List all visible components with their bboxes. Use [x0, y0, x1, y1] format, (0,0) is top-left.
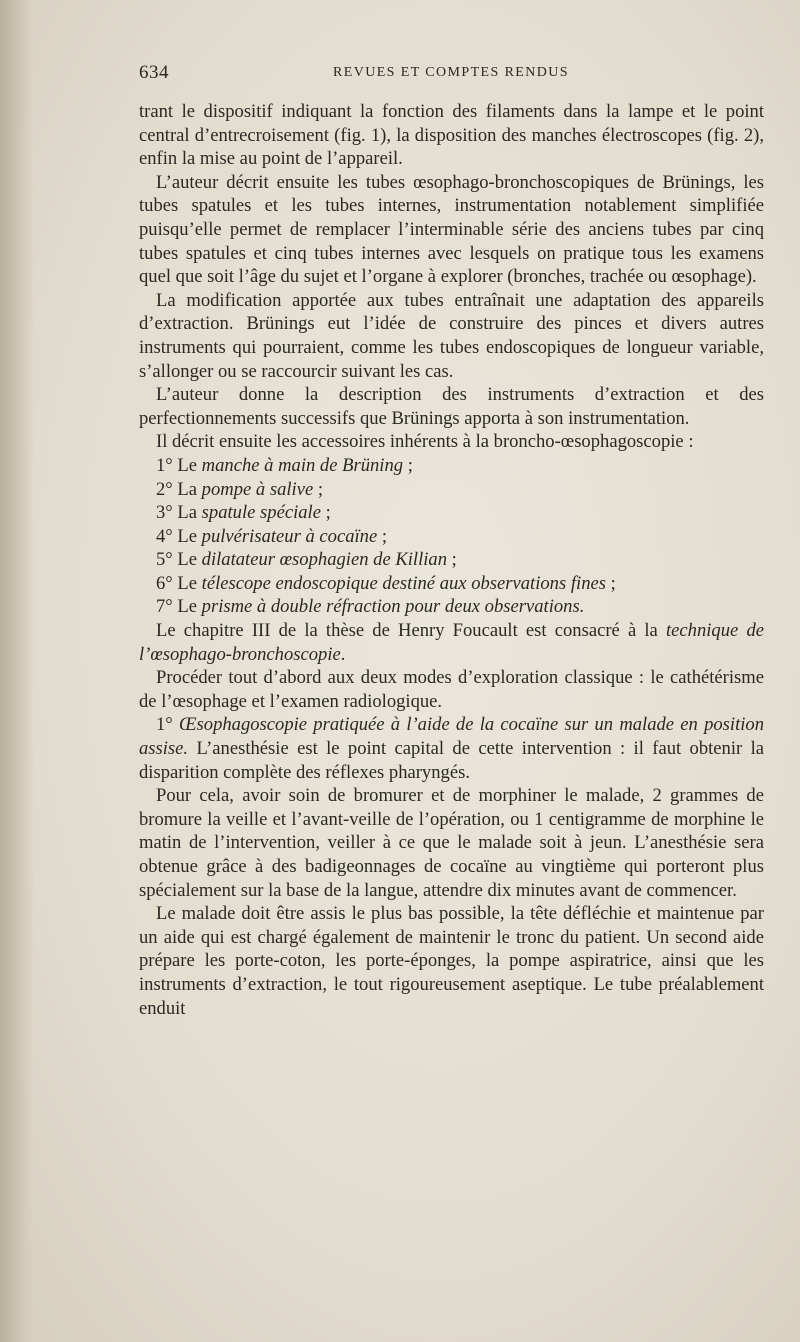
binding-gutter: [0, 0, 34, 1342]
paragraph: La modification apportée aux tubes entraînait une adaptation des appareils d’extraction. Brünings eut l’idée de construire des pinces et divers autres instruments qui pourraient, comme les tubes endoscopiques de longueur variable, s’allonger ou se raccourcir suivant les cas.: [139, 289, 764, 382]
list-item: [139, 478, 764, 502]
list-term: pulvérisateur à cocaïne: [201, 525, 378, 547]
subsection-paragraph: 1° Œsophagoscopie pratiquée à l’aide de la cocaïne sur un malade en position assise. L’anesthésie est le point capital de cette intervention : il faut obtenir la disparition complète des réflexes pharyngés.: [139, 714, 764, 783]
list-punct: ;: [451, 549, 457, 571]
list-punct: ;: [317, 478, 324, 500]
list-term: télescope endoscopique destiné aux observations fines: [201, 572, 606, 594]
list-punct: ;: [381, 525, 388, 547]
list-item: [139, 454, 764, 478]
list-article: La: [177, 478, 198, 500]
list-article: Le: [177, 454, 198, 476]
list-punct: ;: [407, 454, 413, 476]
subsection-title: Œsophagoscopie pratiquée à l’aide de la cocaïne sur un malade en position assise.: [139, 714, 764, 760]
paragraph: Procéder tout d’abord aux deux modes d’exploration classique : le cathétérisme de l’œsophage et l’examen radiologique.: [139, 667, 764, 712]
list-punct: ;: [325, 502, 331, 524]
list-number: 5°: [156, 549, 173, 571]
list-term: manche à main de Brüning: [201, 454, 404, 476]
page-number: 634: [139, 62, 169, 83]
list-article: La: [177, 502, 198, 524]
page-header: [139, 62, 764, 86]
list-term: prisme à double réfraction pour deux observations.: [201, 596, 585, 618]
list-article: Le: [177, 549, 198, 571]
list-item: [139, 501, 764, 525]
list-item: [139, 572, 764, 596]
body-text: [139, 100, 764, 1020]
list-punct: ;: [610, 572, 616, 594]
list-article: Le: [177, 596, 198, 618]
paragraph: L’auteur donne la description des instruments d’extraction et des perfectionnements successifs que Brünings apporta à son instrumentation.: [139, 384, 764, 429]
paragraph: Pour cela, avoir soin de bromurer et de morphiner le malade, 2 grammes de bromure la veille et l’avant-veille de l’opération, ou 1 centigramme de morphine le matin de l’intervention, veiller à ce que le malade soit à jeun. L’anesthésie sera obtenue grâce à des badigeonnages de cocaïne au vingtième qui porteront plus spécialement sur la base de la langue, attendre dix minutes avant de commencer.: [139, 785, 764, 901]
list-number: 3°: [156, 502, 173, 524]
list-item: [139, 595, 764, 619]
list-article: Le: [177, 525, 198, 547]
list-number: 6°: [156, 572, 173, 594]
list-item: [139, 525, 764, 549]
list-number: 4°: [156, 525, 173, 547]
paragraph: Le malade doit être assis le plus bas possible, la tête défléchie et maintenue par un aide qui est chargé également de maintenir le tronc du patient. Un second aide prépare les porte-coton, les porte-éponges, la pompe aspiratrice, ainsi que les instruments d’extraction, le tout rigoureusement aseptique. Le tube préalablement enduit: [139, 903, 764, 1019]
paragraph: Il décrit ensuite les accessoires inhérents à la broncho-œsophagoscopie :: [156, 431, 694, 453]
paragraph: L’auteur décrit ensuite les tubes œsophago-bronchoscopiques de Brünings, les tubes spatules et les tubes internes, instrumentation notablement simplifiée puisqu’elle permet de remplacer l’interminable série des anciens tubes par cinq tubes spatules et cinq tubes internes avec lesquels on pratique tous les examens quel que soit l’âge du sujet et l’organe à explorer (bronches, trachée ou œsophage).: [139, 171, 764, 288]
list-article: Le: [177, 572, 198, 594]
paragraph-continuation: trant le dispositif indiquant la fonction des filaments dans la lampe et le point central d’entrecroisement (fig. 1), la disposition des manches électroscopes (fig. 2), enfin la mise au point de l’appareil.: [139, 101, 764, 170]
list-number: 7°: [156, 596, 173, 618]
accessories-list: [139, 454, 764, 619]
list-term: spatule spéciale: [201, 502, 321, 524]
list-term: dilatateur œsophagien de Killian: [201, 549, 448, 571]
chapter-paragraph: Le chapitre III de la thèse de Henry Foucault est consacré à la technique de l’œsophago-bronchoscopie.: [139, 620, 764, 665]
list-number: 2°: [156, 478, 173, 500]
list-item: [139, 548, 764, 572]
list-term: pompe à salive: [201, 478, 314, 500]
subsection-number: 1°: [156, 714, 173, 736]
chapter-title: technique de l’œsophago-bronchoscopie: [139, 620, 764, 665]
running-title: REVUES ET COMPTES RENDUS: [333, 65, 569, 80]
list-number: 1°: [156, 454, 173, 476]
